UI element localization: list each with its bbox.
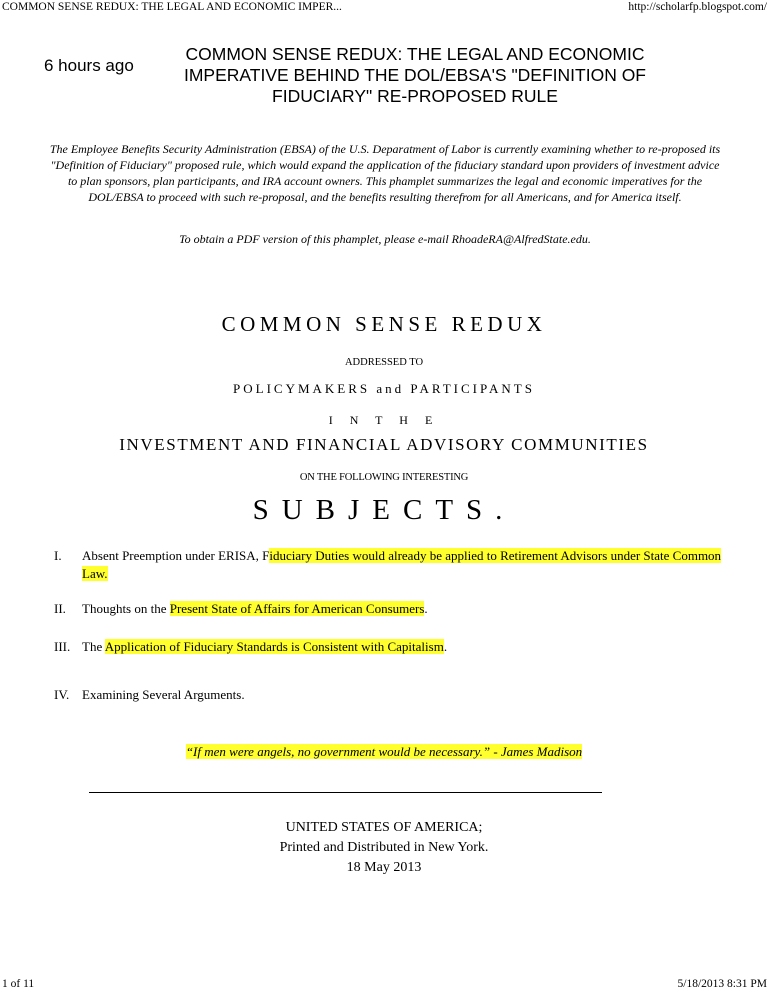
imprint-country: UNITED STATES OF AMERICA; [285, 820, 483, 835]
audience-line: POLICYMAKERS and PARTICIPANTS [233, 381, 535, 396]
following-line: ON THE FOLLOWING INTERESTING [299, 472, 469, 483]
print-footer-timestamp: 5/18/2013 8:31 PM [677, 978, 767, 990]
toc-number: IV. [54, 687, 70, 702]
quote-highlight: “If men were angels, no government would be necessary.” - James Madison [185, 744, 583, 759]
toc-item-2 [54, 600, 744, 618]
print-header-url: http://scholarfp.blogspot.com/ [628, 1, 767, 13]
post-title: COMMON SENSE REDUX: THE LEGAL AND ECONOMIC IMPERATIVE BEHIND THE DOL/EBSA'S "DEFINITION OF FIDUCIARY" RE-PROPOSED RULE [183, 44, 647, 106]
toc-text: Thoughts on the [82, 601, 170, 616]
toc-text: Examining Several Arguments. [82, 687, 245, 702]
toc-number: I. [54, 548, 62, 563]
pdf-request-note: To obtain a PDF version of this phamplet, please e-mail RhoadeRA@AlfredState.edu. [179, 232, 591, 246]
toc-number: II. [54, 601, 66, 616]
toc-highlight: Application of Fiduciary Standards is Consistent with Capitalism [104, 639, 444, 654]
subjects-heading: SUBJECTS. [252, 494, 516, 526]
toc-highlight: iduciary Duties would already be applied to Retirement Advisors under State Common Law. [82, 548, 722, 581]
print-footer-page: 1 of 11 [2, 978, 35, 990]
toc-text-end: . [443, 639, 448, 654]
toc-text: The [82, 639, 105, 654]
toc-highlight: Present State of Affairs for American Consumers [169, 601, 425, 616]
in-the-line: I N T H E [328, 413, 440, 427]
abstract-text: The Employee Benefits Security Administration (EBSA) of the U.S. Deparatment of Labor is currently examining whether to re-proposed its "Definition of Fiduciary" proposed rule, which would expand the application of the fiduciary standard upon providers of investment advice to plan sponsors, plan participants, and IRA account owners. This phamplet summarizes the legal and economic imperatives for the DOL/EBSA to proceed with such re-proposal, and the benefits resulting therefrom for all Americans, and for America itself. [49, 142, 721, 204]
communities-line: INVESTMENT AND FINANCIAL ADVISORY COMMUNITIES [119, 435, 649, 454]
print-header-title: COMMON SENSE REDUX: THE LEGAL AND ECONOMIC IMPER... [2, 1, 342, 13]
toc-text-end: . [424, 601, 428, 616]
toc-number: III. [54, 639, 71, 654]
toc-item-3 [54, 638, 744, 656]
imprint-date: 18 May 2013 [346, 860, 422, 875]
toc-text: Absent Preemption under ERISA, F [82, 548, 270, 563]
imprint-printed: Printed and Distributed in New York. [279, 840, 489, 855]
divider-rule [89, 792, 602, 793]
post-age: 6 hours ago [44, 56, 134, 75]
toc-item-1 [54, 547, 744, 583]
madison-quote [0, 744, 768, 760]
imprint [0, 818, 768, 878]
toc-item-4 [54, 686, 744, 704]
addressed-to-line: ADDRESSED TO [344, 357, 424, 368]
document-main-title: COMMON SENSE REDUX [221, 312, 547, 336]
